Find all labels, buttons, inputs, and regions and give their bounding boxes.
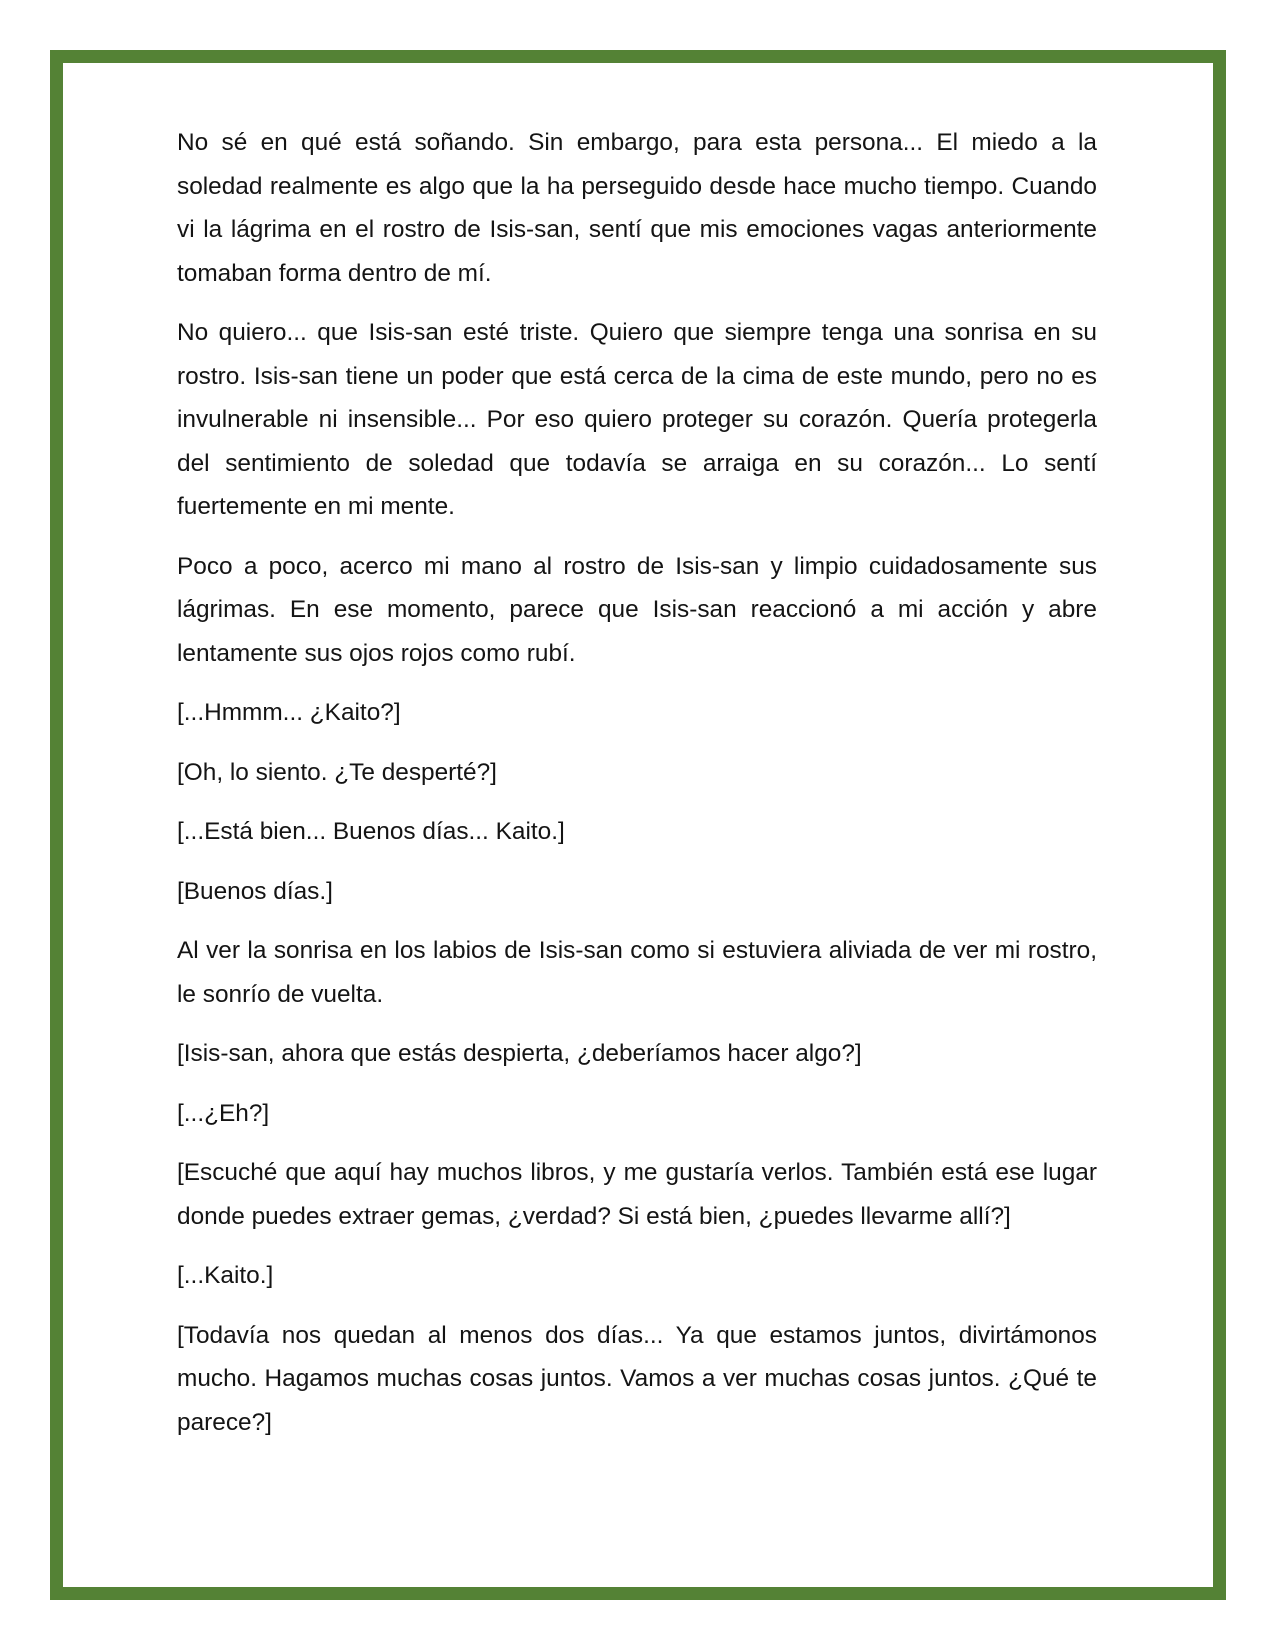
dialogue-line: [...¿Eh?] <box>177 1099 270 1127</box>
paragraph: Poco a poco, acerco mi mano al rostro de Isis-san y limpio cuidadosamente sus lágrimas. En ese momento, parece que Isis-san reaccionó a mi acción y abre lentamente sus ojos rojos como rubí. <box>177 552 1097 667</box>
paragraph: No sé en qué está soñando. Sin embargo, para esta persona... El miedo a la soledad realmente es algo que la ha perseguido desde hace mucho tiempo. Cuando vi la lágrima en el rostro de Isis-san, sentí que mis emociones vagas anteriormente tomaban forma dentro de mí. <box>177 129 1097 287</box>
dialogue-line: [Escuché que aquí hay muchos libros, y me gustaría verlos. También está ese lugar donde puedes extraer gemas, ¿verdad? Si está bien, ¿puedes llevarme allí?] <box>177 1159 1097 1230</box>
dialogue-line: [...Kaito.] <box>177 1262 274 1289</box>
dialogue-line: [Isis-san, ahora que estás despierta, ¿deberíamos hacer algo?] <box>177 1040 862 1067</box>
dialogue-line: [Todavía nos quedan al menos dos días... Ya que estamos juntos, divirtámonos mucho. Hagamos muchas cosas juntos. Vamos a ver muchas cosas juntos. ¿Qué te parece?] <box>177 1321 1097 1436</box>
dialogue-line: [Buenos días.] <box>177 877 333 905</box>
document-body <box>177 121 1097 1460</box>
dialogue-line: [...Hmmm... ¿Kaito?] <box>177 699 401 726</box>
paragraph: No quiero... que Isis-san esté triste. Quiero que siempre tenga una sonrisa en su rostro. Isis-san tiene un poder que está cerca de la cima de este mundo, pero no es invulnerable ni insensible... Por eso quiero proteger su corazón. Quería protegerla del sentimiento de soledad que todavía se arraiga en su corazón... Lo sentí fuertemente en mi mente. <box>177 319 1097 520</box>
dialogue-line: [Oh, lo siento. ¿Te desperté?] <box>177 758 497 786</box>
dialogue-line: [...Está bien... Buenos días... Kaito.] <box>177 818 565 845</box>
paragraph: Al ver la sonrisa en los labios de Isis-san como si estuviera aliviada de ver mi rostro, le sonrío de vuelta. <box>177 937 1097 1008</box>
